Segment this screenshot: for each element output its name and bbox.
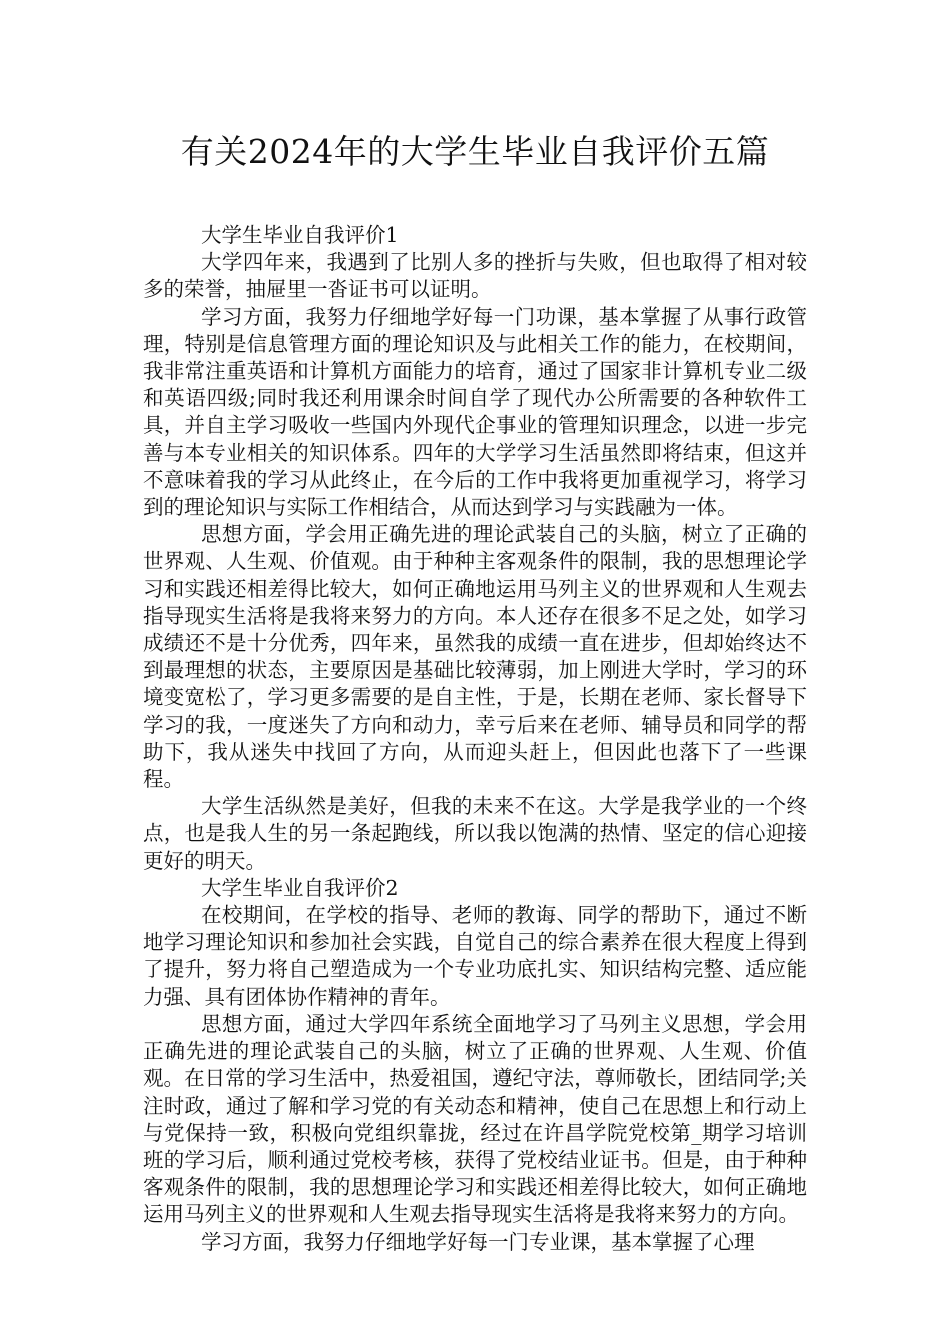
paragraph: 在校期间，在学校的指导、老师的教诲、同学的帮助下，通过不断地学习理论知识和参加社会实践，自觉自己的综合素养在很大程度上得到了提升，努力将自己塑造成为一个专业功底扎实、知识结构完整、适应能力强、具有团体协作精神的青年。 (143, 903, 807, 1009)
paragraph: 学习方面，我努力仔细地学好每一门功课，基本掌握了从事行政管理，特别是信息管理方面的理论知识及与此相关工作的能力，在校期间，我非常注重英语和计算机方面能力的培育，通过了国家非计算机专业二级和英语四级;同时我还利用课余时间自学了现代办公所需要的各种软件工具，并自主学习吸收一些国内外现代企事业的管理知识理念，以进一步完善与本专业相关的知识体系。四年的大学学习生活虽然即将结束，但这并不意味着我的学习从此终止，在今后的工作中我将更加重视学习，将学习到的理论知识与实际工作相结合，从而达到学习与实践融为一体。 (143, 304, 807, 520)
section-heading: 大学生毕业自我评价1 (201, 223, 399, 247)
document-body (143, 222, 807, 1256)
paragraph: 大学四年来，我遇到了比别人多的挫折与失败，但也取得了相对较多的荣誉，抽屉里一沓证书可以证明。 (143, 250, 807, 302)
paragraph: 思想方面，学会用正确先进的理论武装自己的头脑，树立了正确的世界观、人生观、价值观。由于种种主客观条件的限制，我的思想理论学习和实践还相差得比较大，如何正确地运用马列主义的世界观和人生观去指导现实生活将是我将来努力的方向。本人还存在很多不足之处，如学习成绩还不是十分优秀，四年来，虽然我的成绩一直在进步，但却始终达不到最理想的状态，主要原因是基础比较薄弱，加上刚进大学时，学习的环境变宽松了，学习更多需要的是自主性，于是，长期在老师、家长督导下学习的我，一度迷失了方向和动力，幸亏后来在老师、辅导员和同学的帮助下，我从迷失中找回了方向，从而迎头赶上，但因此也落下了一些课程。 (143, 522, 807, 792)
section-heading: 大学生毕业自我评价2 (201, 875, 399, 900)
paragraph: 思想方面，通过大学四年系统全面地学习了马列主义思想，学会用正确先进的理论武装自己的头脑，树立了正确的世界观、人生观、价值观。在日常的学习生活中，热爱祖国，遵纪守法，尊师敬长，团结同学;关注时政，通过了解和学习党的有关动态和精神，使自己在思想上和行动上与党保持一致，积极向党组织靠拢，经过在许昌学院党校第_期学习培训班的学习后，顺利通过党校考核，获得了党校结业证书。但是，由于种种客观条件的限制，我的思想理论学习和实践还相差得比较大，如何正确地运用马列主义的世界观和人生观去指导现实生活将是我将来努力的方向。 (143, 1011, 807, 1227)
paragraph: 学习方面，我努力仔细地学好每一门专业课，基本掌握了心理 (201, 1229, 755, 1254)
document-title: 有关2024年的大学生毕业自我评价五篇 (180, 132, 770, 171)
paragraph: 大学生活纵然是美好，但我的未来不在这。大学是我学业的一个终点，也是我人生的另一条起跑线，所以我以饱满的热情、坚定的信心迎接更好的明天。 (143, 794, 807, 873)
